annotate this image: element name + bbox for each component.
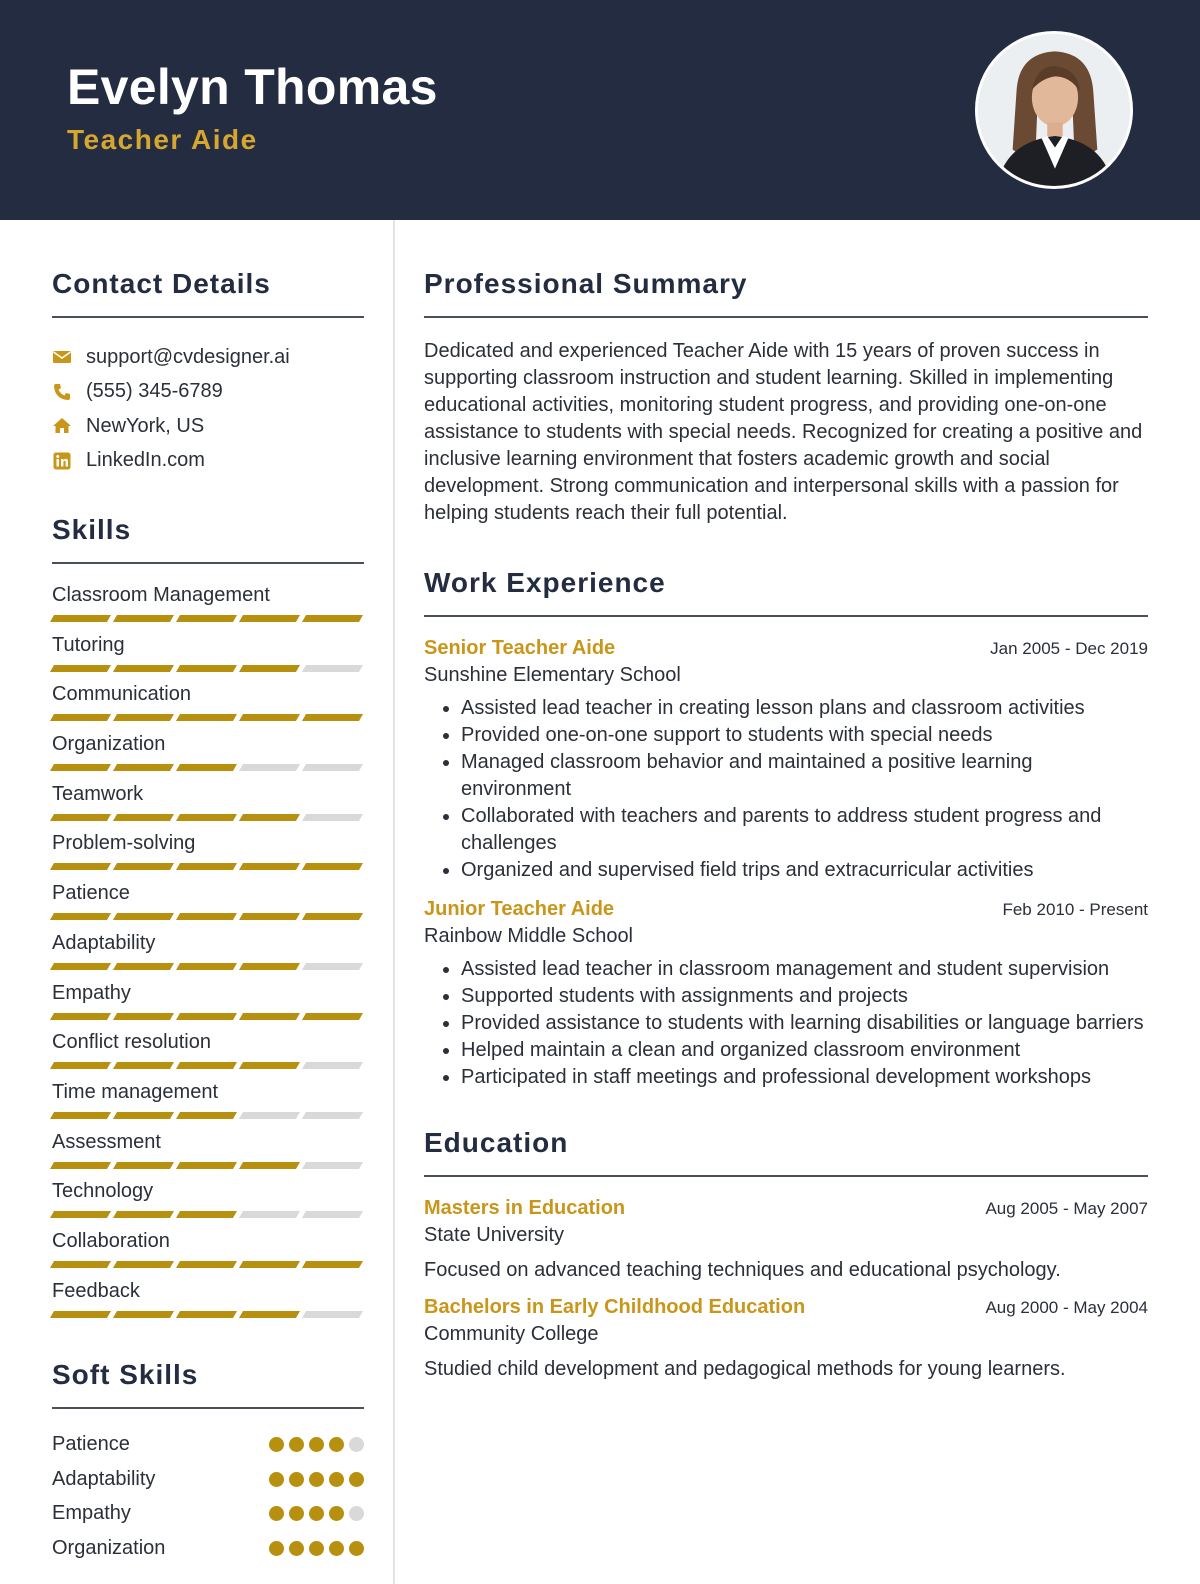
skill-segment-empty — [302, 1211, 363, 1218]
skill-segment-empty — [302, 1062, 363, 1069]
skill-segment-filled — [176, 714, 237, 721]
skill-segment-empty — [239, 1211, 300, 1218]
skill-segment-filled — [50, 863, 111, 870]
contact-email-text: support@cvdesigner.ai — [86, 345, 290, 368]
skill-segment-filled — [176, 1211, 237, 1218]
skill-segment-filled — [50, 1112, 111, 1119]
skill-segment-filled — [113, 814, 174, 821]
skill-segment-filled — [50, 615, 111, 622]
rating-dot-filled — [329, 1472, 344, 1487]
skill-level-bar — [52, 1162, 364, 1169]
skill-segment-filled — [50, 1211, 111, 1218]
skill-name: Time management — [52, 1080, 218, 1103]
skill-segment-empty — [302, 814, 363, 821]
skill-item — [52, 1228, 364, 1278]
skill-segment-filled — [176, 1311, 237, 1318]
rating-dot-filled — [269, 1437, 284, 1452]
job-bullet: • Assisted lead teacher in creating lesson plans and classroom activities — [461, 695, 1148, 722]
skill-segment-filled — [239, 1062, 300, 1069]
skill-item — [52, 1178, 364, 1228]
skill-name: Communication — [52, 683, 191, 706]
job-bullet: • Assisted lead teacher in classroom management and student supervision — [461, 956, 1148, 983]
skill-item — [52, 1129, 364, 1179]
rating-dot-filled — [309, 1506, 324, 1521]
skill-level-bar — [52, 1211, 364, 1218]
skill-segment-empty — [302, 1162, 363, 1169]
skill-name: Problem-solving — [52, 832, 196, 855]
skill-segment-filled — [113, 714, 174, 721]
rating-dot-filled — [289, 1437, 304, 1452]
contact-location — [52, 409, 364, 444]
rating-dot-filled — [269, 1506, 284, 1521]
skill-item — [52, 731, 364, 781]
degree-title: Masters in Education — [424, 1197, 626, 1219]
contact-email[interactable] — [52, 340, 364, 375]
skill-segment-filled — [239, 1013, 300, 1020]
contact-section-title: Contact Details — [52, 268, 364, 318]
education-entry — [424, 1197, 1148, 1282]
contact-list — [52, 340, 364, 478]
rating-dot-filled — [269, 1541, 284, 1556]
rating-dot-filled — [289, 1541, 304, 1556]
skill-segment-empty — [302, 1311, 363, 1318]
skill-segment-filled — [176, 1062, 237, 1069]
skill-segment-filled — [176, 1162, 237, 1169]
home-icon — [52, 416, 72, 436]
skill-segment-filled — [113, 1062, 174, 1069]
candidate-role: Teacher Aide — [67, 124, 258, 155]
linkedin-icon — [52, 451, 72, 471]
skill-segment-filled — [113, 1261, 174, 1268]
skill-level-bar — [52, 963, 364, 970]
rating-dot-filled — [329, 1541, 344, 1556]
skill-level-bar — [52, 1013, 364, 1020]
column-divider — [393, 220, 395, 1584]
skills-section-title: Skills — [52, 514, 364, 564]
skill-item — [52, 582, 364, 632]
job-dates: Jan 2005 - Dec 2019 — [990, 639, 1148, 658]
skill-level-bar — [52, 714, 364, 721]
skill-item — [52, 781, 364, 831]
job-bullet: • Provided assistance to students with learning disabilities or language barriers — [461, 1010, 1148, 1037]
rating-dot-empty — [349, 1506, 364, 1521]
skill-segment-filled — [50, 1013, 111, 1020]
skill-segment-filled — [302, 863, 363, 870]
education-dates: Aug 2000 - May 2004 — [985, 1298, 1148, 1317]
school-name: State University — [424, 1224, 565, 1246]
skill-name: Classroom Management — [52, 584, 270, 606]
soft-skills-section-title: Soft Skills — [52, 1359, 364, 1409]
skill-level-bar — [52, 665, 364, 672]
skill-name: Conflict resolution — [52, 1031, 211, 1054]
skill-name: Assessment — [52, 1130, 161, 1153]
skill-level-bar — [52, 1261, 364, 1268]
work-section-title: Work Experience — [424, 567, 1148, 617]
skill-item — [52, 930, 364, 980]
skill-item — [52, 632, 364, 682]
job-title: Senior Teacher Aide — [424, 637, 616, 659]
skill-item — [52, 1278, 364, 1328]
skill-level-bar — [52, 814, 364, 821]
education-dates: Aug 2005 - May 2007 — [985, 1199, 1148, 1218]
skill-segment-filled — [113, 615, 174, 622]
resume-header — [0, 0, 1200, 220]
skill-segment-filled — [176, 963, 237, 970]
skill-segment-filled — [50, 913, 111, 920]
skill-segment-filled — [50, 1261, 111, 1268]
job-bullet: • Participated in staff meetings and professional development workshops — [461, 1064, 1148, 1091]
skill-level-bar — [52, 764, 364, 771]
skill-segment-filled — [176, 1261, 237, 1268]
skill-level-bar — [52, 863, 364, 870]
contact-linkedin[interactable] — [52, 444, 364, 479]
skill-segment-filled — [176, 1013, 237, 1020]
skill-segment-filled — [113, 1013, 174, 1020]
job-bullet: • Helped maintain a clean and organized classroom environment — [461, 1037, 1148, 1064]
rating-dot-filled — [349, 1472, 364, 1487]
soft-skill-item — [52, 1531, 364, 1566]
summary-text: Dedicated and experienced Teacher Aide with 15 years of proven success in supporting classroom instruction and student learning. Skilled in implementing educational activities, monitoring student progress, and providing one-on-one assistance to students with special needs. Recognized for creating a positive and inclusive learning environment that fosters academic growth and social development. Strong communication and interpersonal skills with a passion for helping students reach their full potential. — [424, 340, 1143, 524]
skill-segment-filled — [50, 1311, 111, 1318]
rating-dot-filled — [329, 1437, 344, 1452]
job-entry — [424, 637, 1148, 884]
skill-segment-filled — [50, 963, 111, 970]
skill-name: Feedback — [52, 1279, 140, 1302]
skill-name: Patience — [52, 882, 130, 905]
skill-segment-filled — [239, 714, 300, 721]
skill-item — [52, 880, 364, 930]
soft-skill-item — [52, 1462, 364, 1497]
envelope-icon — [52, 347, 72, 367]
rating-dot-empty — [349, 1437, 364, 1452]
phone-icon — [52, 382, 72, 402]
skill-item — [52, 830, 364, 880]
skill-segment-filled — [50, 1162, 111, 1169]
job-bullet: • Managed classroom behavior and maintained a positive learning environment — [461, 749, 1148, 803]
skill-segment-filled — [113, 665, 174, 672]
skill-segment-filled — [50, 665, 111, 672]
skills-list — [52, 582, 364, 1327]
skill-segment-filled — [176, 814, 237, 821]
job-organization: Sunshine Elementary School — [424, 664, 681, 686]
skill-segment-filled — [113, 913, 174, 920]
soft-skill-item — [52, 1427, 364, 1462]
skill-segment-filled — [50, 714, 111, 721]
skill-segment-filled — [50, 814, 111, 821]
skill-segment-empty — [239, 764, 300, 771]
soft-skill-name: Empathy — [52, 1502, 131, 1525]
skill-segment-empty — [302, 963, 363, 970]
job-title: Junior Teacher Aide — [424, 898, 615, 920]
job-bullets — [424, 695, 1148, 884]
skill-segment-filled — [113, 1211, 174, 1218]
job-entry — [424, 898, 1148, 1091]
skill-segment-filled — [176, 913, 237, 920]
skill-segment-filled — [50, 1062, 111, 1069]
skill-level-bar — [52, 913, 364, 920]
skill-item — [52, 1029, 364, 1079]
skill-segment-filled — [50, 764, 111, 771]
skill-segment-filled — [113, 764, 174, 771]
skill-segment-filled — [176, 615, 237, 622]
profile-photo — [975, 31, 1133, 189]
skill-segment-filled — [176, 863, 237, 870]
soft-skill-name: Organization — [52, 1536, 166, 1559]
soft-skill-item — [52, 1496, 364, 1531]
education-entry — [424, 1296, 1148, 1381]
contact-linkedin-text: LinkedIn.com — [86, 449, 205, 472]
candidate-name: Evelyn Thomas — [67, 59, 438, 115]
education-section-title: Education — [424, 1127, 1148, 1177]
rating-dot-filled — [289, 1472, 304, 1487]
school-name: Community College — [424, 1323, 599, 1345]
skill-item — [52, 980, 364, 1030]
skill-name: Organization — [52, 733, 166, 756]
soft-skill-rating — [269, 1541, 364, 1556]
education-description: Focused on advanced teaching techniques and educational psychology. — [424, 1259, 1061, 1281]
rating-dot-filled — [289, 1506, 304, 1521]
skill-segment-filled — [302, 615, 363, 622]
skill-segment-filled — [113, 1311, 174, 1318]
contact-phone-text: (555) 345-6789 — [86, 380, 223, 403]
soft-skill-rating — [269, 1472, 364, 1487]
summary-section-title: Professional Summary — [424, 268, 1148, 318]
skill-item — [52, 681, 364, 731]
skill-level-bar — [52, 1062, 364, 1069]
skill-segment-filled — [239, 863, 300, 870]
education-description: Studied child development and pedagogical methods for young learners. — [424, 1358, 1066, 1380]
rating-dot-filled — [349, 1541, 364, 1556]
skill-segment-filled — [176, 764, 237, 771]
degree-title: Bachelors in Early Childhood Education — [424, 1296, 806, 1318]
skill-segment-filled — [239, 814, 300, 821]
skill-segment-filled — [302, 1013, 363, 1020]
skill-level-bar — [52, 1112, 364, 1119]
contact-phone[interactable] — [52, 375, 364, 410]
job-bullet: • Provided one-on-one support to students with special needs — [461, 722, 1148, 749]
job-dates: Feb 2010 - Present — [1002, 900, 1148, 919]
skill-segment-filled — [239, 1162, 300, 1169]
skill-segment-filled — [176, 1112, 237, 1119]
skill-name: Collaboration — [52, 1229, 170, 1252]
soft-skills-list — [52, 1427, 364, 1565]
rating-dot-filled — [269, 1472, 284, 1487]
job-bullet: • Organized and supervised field trips and extracurricular activities — [461, 857, 1148, 884]
left-column — [52, 268, 364, 1565]
skill-segment-filled — [239, 1311, 300, 1318]
skill-segment-filled — [239, 913, 300, 920]
skill-segment-filled — [113, 1162, 174, 1169]
skill-name: Technology — [52, 1180, 154, 1203]
skill-segment-filled — [239, 1261, 300, 1268]
skill-segment-filled — [239, 963, 300, 970]
rating-dot-filled — [329, 1506, 344, 1521]
soft-skill-name: Patience — [52, 1433, 130, 1456]
soft-skill-rating — [269, 1437, 364, 1452]
skill-segment-empty — [302, 665, 363, 672]
skill-name: Adaptability — [52, 931, 156, 954]
skill-segment-filled — [113, 963, 174, 970]
contact-location-text: NewYork, US — [86, 414, 205, 437]
skill-name: Tutoring — [52, 633, 125, 656]
rating-dot-filled — [309, 1472, 324, 1487]
skill-segment-filled — [239, 615, 300, 622]
skill-item — [52, 1079, 364, 1129]
right-column — [424, 268, 1148, 1381]
skill-name: Teamwork — [52, 782, 144, 805]
skill-segment-filled — [239, 665, 300, 672]
skill-segment-empty — [239, 1112, 300, 1119]
skill-name: Empathy — [52, 981, 131, 1004]
job-bullets — [424, 956, 1148, 1091]
skill-segment-filled — [113, 1112, 174, 1119]
rating-dot-filled — [309, 1541, 324, 1556]
skill-level-bar — [52, 1311, 364, 1318]
skill-segment-empty — [302, 764, 363, 771]
job-bullet: • Collaborated with teachers and parents to address student progress and challenges — [461, 803, 1148, 857]
skill-segment-filled — [302, 1261, 363, 1268]
skill-segment-empty — [302, 1112, 363, 1119]
job-bullet: • Supported students with assignments and projects — [461, 983, 1148, 1010]
soft-skill-name: Adaptability — [52, 1467, 156, 1490]
job-organization: Rainbow Middle School — [424, 925, 634, 947]
skill-level-bar — [52, 615, 364, 622]
soft-skill-rating — [269, 1506, 364, 1521]
skill-segment-filled — [176, 665, 237, 672]
skill-segment-filled — [113, 863, 174, 870]
rating-dot-filled — [309, 1437, 324, 1452]
skill-segment-filled — [302, 913, 363, 920]
skill-segment-filled — [302, 714, 363, 721]
